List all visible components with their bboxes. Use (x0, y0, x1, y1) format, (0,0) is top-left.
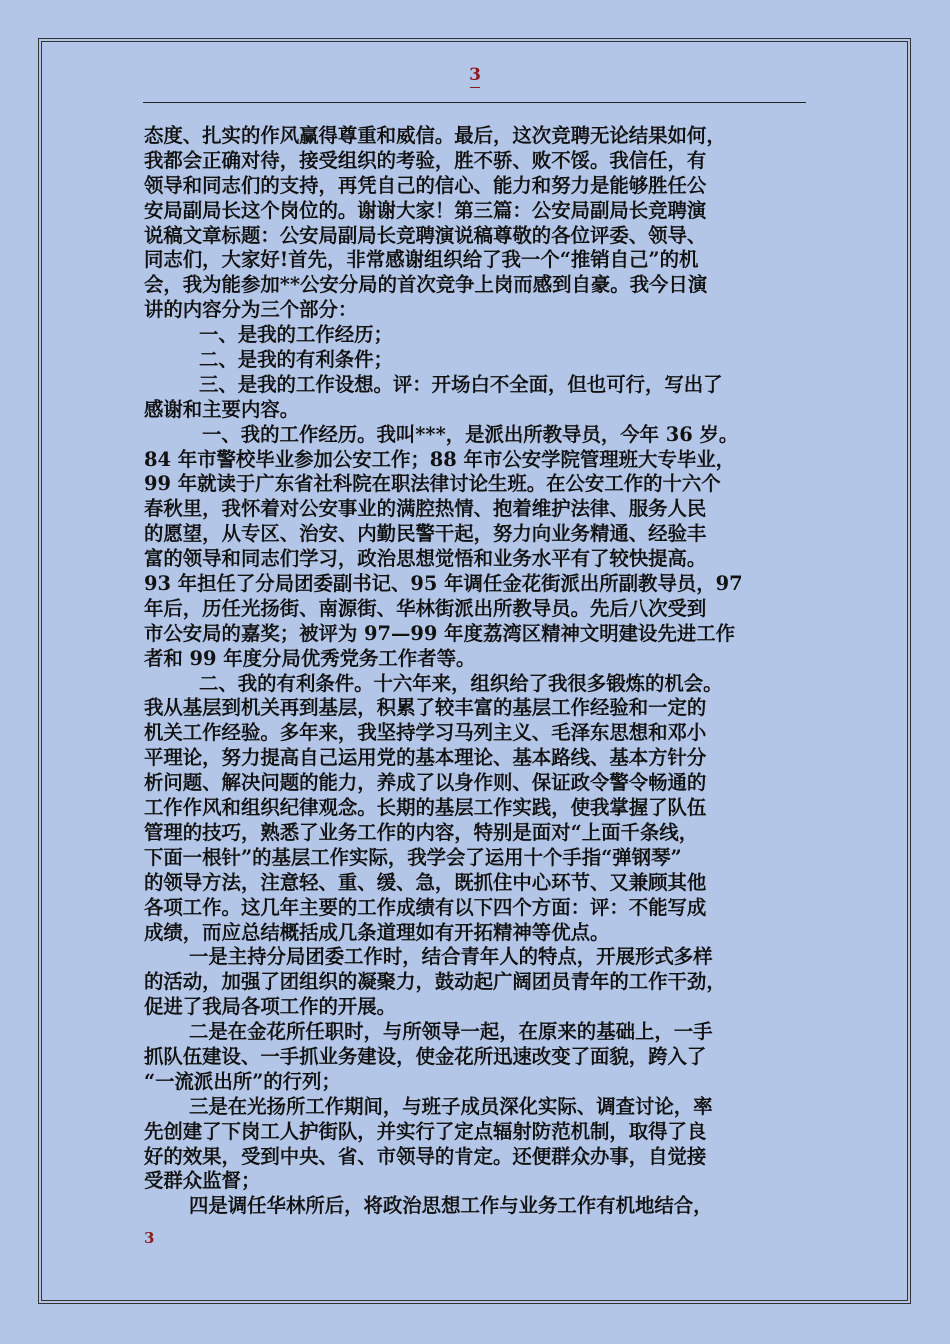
text-line: 讲的内容分为三个部分： (144, 298, 358, 322)
list-item: 三、是我的工作设想。评：开场白不全面，但也可行，写出了 (199, 372, 723, 396)
paragraph-start-line: 二是在金花所任职时，与所领导一起，在原来的基础上，一手 (189, 1020, 713, 1044)
text-line: 富的领导和同志们学习，政治思想觉悟和业务水平有了较快提高。 (144, 547, 707, 571)
text-line: 99 年就读于广东省社科院在职法律讨论生班。在公安工作的十六个 (144, 472, 721, 496)
text-line: 市公安局的嘉奖；被评为 97—99 年度荔湾区精神文明建设先进工作 (144, 621, 736, 645)
text-line: 的活动，加强了团组织的凝聚力，鼓动起广阔团员青年的工作干劲， (144, 970, 726, 994)
text-line: 机关工作经验。多年来，我坚持学习马列主义、毛泽东思想和邓小 (144, 721, 707, 745)
text-line: 各项工作。这几年主要的工作成绩有以下四个方面：评：不能写成 (144, 895, 707, 919)
text-line: 促进了我局各项工作的开展。 (144, 995, 397, 1019)
section-heading-line: 二、我的有利条件。十六年来，组织给了我很多锻炼的机会。 (199, 671, 723, 695)
text-line: 受群众监督； (144, 1169, 261, 1193)
text-line: 春秋里，我怀着对公安事业的满腔热情、抱着维护法律、服务人民 (144, 497, 707, 521)
text-line: 平理论，努力提高自己运用党的基本理论、基本路线、基本方针分 (144, 746, 707, 770)
text-line: 成绩，而应总结概括成几条道理如有开拓精神等优点。 (144, 920, 610, 944)
text-line: 工作作风和组织纪律观念。长期的基层工作实践，使我掌握了队伍 (144, 796, 707, 820)
section-heading-line: 一、我的工作经历。我叫***，是派出所教导员，今年 36 岁。 (202, 422, 739, 446)
text-line: 同志们，大家好!首先，非常感谢组织给了我一个“推销自己”的机 (144, 248, 699, 272)
text-line: 析问题、解决问题的能力，养成了以身作则、保证政令警令畅通的 (144, 771, 707, 795)
text-line: 管理的技巧，熟悉了业务工作的内容，特别是面对“上面千条线， (144, 820, 699, 844)
header-page-number-underline (470, 87, 480, 88)
text-line: 93 年担任了分局团委副书记、95 年调任金花街派出所副教导员，97 (144, 572, 743, 596)
text-line: 安局副局长这个岗位的。谢谢大家！第三篇：公安局副局长竞聘演 (144, 198, 707, 222)
paragraph-start-line: 三是在光扬所工作期间，与班子成员深化实际、调查讨论，率 (189, 1094, 713, 1118)
text-line: 说稿文章标题：公安局副局长竞聘演说稿尊敬的各位评委、领导、 (144, 223, 707, 247)
list-item: 一、是我的工作经历； (199, 323, 393, 347)
text-line: 领导和同志们的支持，再凭自己的信心、能力和努力是能够胜任公 (144, 173, 707, 197)
header-page-number: 3 (469, 65, 481, 85)
header-rule (143, 102, 806, 103)
list-item: 二、是我的有利条件； (199, 348, 393, 372)
text-line: 年后，历任光扬街、南源街、华林街派出所教导员。先后八次受到 (144, 596, 707, 620)
text-line: 会，我为能参加**公安分局的首次竞争上岗而感到自豪。我今日演 (144, 273, 708, 297)
paragraph-start-line: 四是调任华林所后，将政治思想工作与业务工作有机地结合， (189, 1194, 713, 1218)
text-line: 下面一根针”的基层工作实际，我学会了运用十个手指“弹钢琴” (144, 845, 682, 869)
text-line: 者和 99 年度分局优秀党务工作者等。 (144, 646, 476, 670)
text-line: “一流派出所”的行列； (144, 1069, 341, 1093)
text-line: 我从基层到机关再到基层，积累了较丰富的基层工作经验和一定的 (144, 696, 707, 720)
document-body (144, 124, 824, 1219)
text-line: 先创建了下岗工人护街队，并实行了定点辐射防范机制，取得了良 (144, 1119, 707, 1143)
text-line: 的领导方法，注意轻、重、缓、急，既抓住中心环节、又兼顾其他 (144, 870, 707, 894)
text-line: 抓队伍建设、一手抓业务建设，使金花所迅速改变了面貌，跨入了 (144, 1044, 707, 1068)
text-line: 感谢和主要内容。 (144, 397, 300, 421)
footer-page-number: 3 (144, 1229, 155, 1247)
text-line: 的愿望，从专区、治安、内勤民警干起，努力向业务精通、经验丰 (144, 522, 707, 546)
paragraph-start-line: 一是主持分局团委工作时，结合青年人的特点，开展形式多样 (189, 945, 713, 969)
text-line: 我都会正确对待，接受组织的考验，胜不骄、败不馁。我信任，有 (144, 148, 707, 172)
text-line: 好的效果，受到中央、省、市领导的肯定。还便群众办事，自觉接 (144, 1144, 707, 1168)
text-line: 84 年市警校毕业参加公安工作；88 年市公安学院管理班大专毕业， (144, 447, 736, 471)
text-line: 态度、扎实的作风赢得尊重和威信。最后，这次竞聘无论结果如何， (144, 124, 726, 147)
